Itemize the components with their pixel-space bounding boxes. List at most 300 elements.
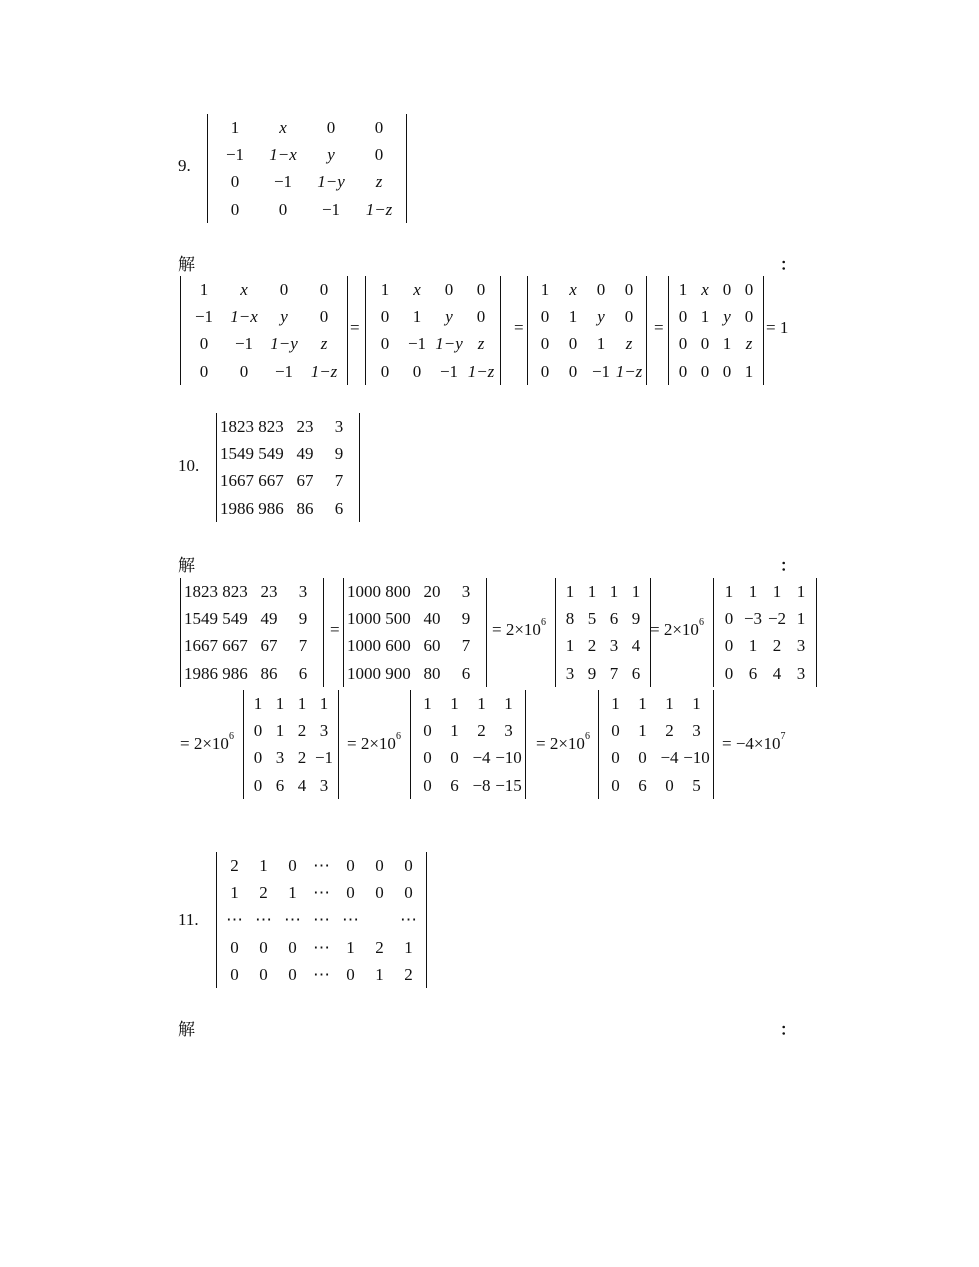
matrix-cell: 1 — [412, 307, 422, 327]
factor-2e6 — [492, 617, 546, 640]
matrix-grid — [598, 690, 714, 799]
matrix-cell: 1 — [796, 609, 806, 629]
matrix-cell: 1 — [744, 361, 754, 381]
matrix-cell: 549 — [222, 609, 248, 629]
result-text: = −4×10 — [722, 734, 781, 753]
matrix-cell: 1000 — [347, 609, 381, 629]
matrix-cell: 0 — [744, 307, 754, 327]
matrix-cell: 0 — [346, 883, 355, 903]
matrix-cell: 667 — [258, 471, 284, 491]
matrix-cell: 1 — [638, 694, 647, 713]
factor-text: = 2×10 — [492, 620, 541, 639]
matrix-cell: 0 — [253, 721, 263, 741]
matrix-cell: 1 — [319, 694, 329, 713]
matrix-cell: 1 — [772, 582, 782, 601]
matrix-cell: 0 — [230, 172, 240, 192]
factor-text: = 2×10 — [347, 734, 396, 753]
factor-text: = 2×10 — [650, 620, 699, 639]
matrix-cell: 1 — [692, 694, 701, 713]
matrix-cell: 1986 — [184, 663, 218, 683]
matrix-cell: 0 — [374, 145, 384, 165]
matrix-cell: z — [320, 334, 328, 354]
matrix-cell: 0 — [678, 334, 688, 354]
matrix-cell: 0 — [678, 307, 688, 327]
matrix-cell: z — [625, 334, 633, 354]
matrix-grid — [216, 413, 360, 522]
matrix-cell: 0 — [288, 856, 297, 875]
matrix-cell: 67 — [260, 636, 278, 656]
matrix-cell: 0 — [423, 748, 432, 768]
matrix-cell: 800 — [385, 582, 411, 601]
problem-9-solution-label: 解 — [178, 255, 195, 275]
matrix-cell: 1 — [724, 582, 734, 601]
matrix-cell: 900 — [385, 663, 411, 683]
factor-2e6 — [180, 731, 234, 754]
matrix-cell: 86 — [296, 498, 314, 518]
matrix-cell: 0 — [624, 307, 634, 327]
matrix-cell: 0 — [638, 748, 647, 768]
matrix-cell: −10 — [683, 748, 710, 768]
matrix-cell: 3 — [298, 582, 308, 601]
matrix-cell: 3 — [565, 663, 575, 683]
matrix-cell: 9 — [587, 663, 597, 683]
matrix-cell: 0 — [568, 334, 578, 354]
matrix-cell: 1 — [275, 721, 285, 741]
matrix-cell: 0 — [404, 883, 413, 903]
factor-2e6 — [347, 731, 401, 754]
matrix-cell: 1−z — [467, 361, 495, 381]
factor-2e6 — [650, 617, 704, 640]
matrix-cell: 0 — [624, 280, 634, 299]
matrix-cell: 1 — [230, 883, 239, 903]
matrix-cell: 0 — [259, 964, 268, 984]
matrix-cell: 0 — [346, 856, 355, 875]
matrix-cell: 86 — [260, 663, 278, 683]
matrix-cell: ⋯ — [284, 910, 301, 930]
matrix-cell: ⋯ — [313, 856, 330, 875]
matrix-cell: ⋯ — [400, 910, 417, 930]
matrix-cell: 0 — [678, 361, 688, 381]
matrix-cell: 0 — [326, 118, 336, 137]
equals-sign: = — [330, 620, 340, 639]
problem-10-solution-label: 解 — [178, 556, 195, 576]
matrix-cell: 0 — [476, 280, 486, 299]
matrix-cell: 6 — [609, 609, 619, 629]
p9-result: = 1 — [766, 318, 789, 337]
matrix-cell: 6 — [334, 498, 344, 518]
matrix-cell: 1 — [540, 280, 550, 299]
matrix-grid — [243, 690, 339, 799]
matrix-cell: 0 — [199, 334, 209, 354]
matrix-cell: 23 — [260, 582, 278, 601]
matrix-cell: 1 — [700, 307, 710, 327]
matrix-cell: 1000 — [347, 663, 381, 683]
problem-10-colon: ： — [780, 558, 797, 575]
matrix-cell: 8 — [565, 609, 575, 629]
matrix-cell: 3 — [796, 636, 806, 656]
matrix-cell: 40 — [423, 609, 441, 629]
matrix-cell: z — [375, 172, 383, 192]
matrix-cell: −1 — [194, 307, 214, 327]
matrix-cell: 2 — [587, 636, 597, 656]
matrix-cell: 1 — [638, 721, 647, 741]
problem-11-colon: ： — [780, 1022, 797, 1039]
matrix-cell: 0 — [665, 775, 674, 795]
matrix-cell: 0 — [380, 334, 390, 354]
matrix-cell: 1 — [504, 694, 513, 713]
matrix-cell: 1 — [230, 118, 240, 137]
matrix-cell: 0 — [375, 856, 384, 875]
matrix-cell: 0 — [404, 856, 413, 875]
matrix-cell: 0 — [724, 663, 734, 683]
p9-step-4 — [668, 276, 764, 385]
matrix-cell: 0 — [279, 280, 289, 299]
matrix-cell: −1 — [439, 361, 459, 381]
matrix-cell: 0 — [230, 937, 239, 957]
matrix-cell: 1 — [678, 280, 688, 299]
matrix-cell: 1 — [631, 582, 641, 601]
matrix-cell: 80 — [423, 663, 441, 683]
matrix-cell: 1823 — [184, 582, 218, 601]
p9-step-2 — [365, 276, 501, 385]
equals-sign: = — [350, 318, 360, 337]
matrix-cell: 1 — [596, 334, 606, 354]
factor-exponent: 6 — [540, 617, 546, 628]
matrix-cell: 1 — [587, 582, 597, 601]
matrix-cell: 0 — [540, 361, 550, 381]
matrix-cell: 2 — [665, 721, 674, 741]
matrix-cell: x — [413, 280, 421, 299]
matrix-cell: 1 — [380, 280, 390, 299]
matrix-cell: 0 — [199, 361, 209, 381]
matrix-cell: −2 — [767, 609, 787, 629]
matrix-cell: 0 — [568, 361, 578, 381]
factor-text: = 2×10 — [536, 734, 585, 753]
matrix-cell: 0 — [288, 937, 297, 957]
problem-11-number: 11. — [178, 910, 199, 929]
matrix-cell: 23 — [296, 417, 314, 436]
factor-text: = 2×10 — [180, 734, 229, 753]
matrix-cell: 1000 — [347, 582, 381, 601]
matrix-cell: 1 — [297, 694, 307, 713]
matrix-cell: ⋯ — [313, 910, 330, 930]
matrix-cell: 2 — [772, 636, 782, 656]
p10-line1-step-4 — [713, 578, 817, 687]
matrix-grid — [343, 578, 487, 687]
matrix-cell: 2 — [375, 937, 384, 957]
matrix-cell: 6 — [275, 775, 285, 795]
matrix-cell: 5 — [587, 609, 597, 629]
matrix-cell: −15 — [495, 775, 522, 795]
matrix-cell: −1 — [273, 172, 293, 192]
matrix-cell: 1−y — [435, 334, 463, 354]
factor-exponent: 6 — [228, 731, 234, 742]
p10-line1-step-1 — [180, 578, 324, 687]
matrix-grid — [180, 276, 348, 385]
matrix-cell: 4 — [631, 636, 641, 656]
matrix-cell: −3 — [743, 609, 763, 629]
matrix-cell: −4 — [472, 748, 491, 768]
equals-sign: = — [514, 318, 524, 337]
matrix-cell: 3 — [275, 748, 285, 768]
matrix-cell: 1 — [253, 694, 263, 713]
matrix-cell: 0 — [380, 307, 390, 327]
matrix-cell: 0 — [744, 280, 754, 299]
matrix-cell: 1−z — [310, 361, 338, 381]
matrix-cell: −10 — [495, 748, 522, 768]
matrix-cell: 0 — [611, 748, 620, 768]
matrix-cell: 986 — [258, 498, 284, 518]
matrix-cell: y — [597, 307, 605, 327]
matrix-cell: 0 — [722, 361, 732, 381]
matrix-cell: y — [327, 145, 335, 165]
matrix-cell: ⋯ — [313, 964, 330, 984]
matrix-cell: 0 — [596, 280, 606, 299]
matrix-cell: 0 — [540, 334, 550, 354]
matrix-cell: 49 — [260, 609, 278, 629]
matrix-cell: −1 — [225, 145, 245, 165]
matrix-cell: z — [745, 334, 753, 354]
matrix-cell: 0 — [375, 883, 384, 903]
matrix-cell: 1 — [375, 964, 384, 984]
matrix-cell: 6 — [450, 775, 459, 795]
matrix-cell: 0 — [253, 748, 263, 768]
matrix-cell: 9 — [298, 609, 308, 629]
problem-9-determinant — [207, 114, 407, 223]
matrix-cell: 0 — [444, 280, 454, 299]
p10-result — [722, 731, 786, 754]
matrix-grid — [216, 852, 427, 988]
matrix-cell: 0 — [230, 964, 239, 984]
matrix-grid — [207, 114, 407, 223]
factor-2e6 — [536, 731, 590, 754]
matrix-grid — [527, 276, 647, 385]
matrix-cell: 986 — [222, 663, 248, 683]
result-exponent: 7 — [780, 731, 786, 742]
equals-sign: = — [654, 318, 664, 337]
matrix-cell: 1−y — [317, 172, 345, 192]
matrix-cell: 0 — [611, 721, 620, 741]
factor-exponent: 6 — [395, 731, 401, 742]
matrix-cell: 0 — [239, 361, 249, 381]
matrix-cell: 67 — [296, 471, 314, 491]
matrix-cell: 667 — [222, 636, 248, 656]
matrix-cell: x — [701, 280, 709, 299]
matrix-cell: 7 — [461, 636, 471, 656]
matrix-cell: 1 — [346, 937, 355, 957]
matrix-cell: 0 — [722, 280, 732, 299]
matrix-cell: −8 — [472, 775, 491, 795]
matrix-cell: 1 — [477, 694, 486, 713]
matrix-grid — [180, 578, 324, 687]
matrix-cell: x — [569, 280, 577, 299]
matrix-cell: 1667 — [220, 471, 254, 491]
matrix-cell: 0 — [700, 334, 710, 354]
matrix-cell: 1000 — [347, 636, 381, 656]
matrix-cell: 1 — [611, 694, 620, 713]
p9-step-3 — [527, 276, 647, 385]
matrix-cell: 60 — [423, 636, 441, 656]
matrix-cell: y — [723, 307, 731, 327]
p10-line2-step-3 — [598, 690, 714, 799]
matrix-cell: 2 — [230, 856, 239, 875]
matrix-cell: 1 — [665, 694, 674, 713]
matrix-cell: 500 — [385, 609, 411, 629]
matrix-cell: 1 — [423, 694, 432, 713]
matrix-cell: 1 — [259, 856, 268, 875]
matrix-cell: 6 — [298, 663, 308, 683]
matrix-cell: 3 — [692, 721, 701, 741]
matrix-cell: ⋯ — [313, 883, 330, 903]
matrix-cell: 0 — [423, 775, 432, 795]
matrix-cell: 0 — [259, 937, 268, 957]
matrix-cell: −1 — [234, 334, 254, 354]
problem-9-colon: ： — [780, 257, 797, 274]
matrix-cell: 1 — [565, 582, 575, 601]
p10-line1-step-2 — [343, 578, 487, 687]
matrix-cell: 0 — [278, 199, 288, 219]
matrix-grid — [410, 690, 526, 799]
matrix-cell: 6 — [631, 663, 641, 683]
matrix-cell: ⋯ — [255, 910, 272, 930]
matrix-cell: 600 — [385, 636, 411, 656]
matrix-cell: 6 — [638, 775, 647, 795]
matrix-cell: 823 — [222, 582, 248, 601]
matrix-cell: 0 — [540, 307, 550, 327]
factor-exponent: 6 — [698, 617, 704, 628]
matrix-cell: 1 — [722, 334, 732, 354]
matrix-cell: −1 — [274, 361, 294, 381]
matrix-cell: 3 — [609, 636, 619, 656]
matrix-cell: 1549 — [184, 609, 218, 629]
matrix-cell: 4 — [297, 775, 307, 795]
matrix-cell: 1−z — [615, 361, 643, 381]
matrix-cell: 5 — [692, 775, 701, 795]
matrix-cell: 0 — [253, 775, 263, 795]
matrix-cell: 6 — [748, 663, 758, 683]
matrix-cell: 1 — [748, 636, 758, 656]
p10-line1-step-3 — [555, 578, 651, 687]
matrix-cell: 1823 — [220, 417, 254, 436]
matrix-cell: 9 — [631, 609, 641, 629]
matrix-cell: 4 — [772, 663, 782, 683]
matrix-cell: 0 — [346, 964, 355, 984]
matrix-cell: 0 — [230, 199, 240, 219]
matrix-cell: 20 — [423, 582, 441, 601]
matrix-cell: 1 — [404, 937, 413, 957]
matrix-cell: 49 — [296, 444, 314, 464]
matrix-cell: −4 — [660, 748, 679, 768]
matrix-grid — [555, 578, 651, 687]
matrix-cell: 0 — [724, 609, 734, 629]
matrix-grid — [668, 276, 764, 385]
matrix-cell: 1 — [796, 582, 806, 601]
matrix-cell: 823 — [258, 417, 284, 436]
matrix-cell: 3 — [319, 721, 329, 741]
factor-exponent: 6 — [584, 731, 590, 742]
matrix-cell: 1549 — [220, 444, 254, 464]
matrix-cell: 549 — [258, 444, 284, 464]
matrix-cell: ⋯ — [313, 937, 330, 957]
matrix-cell: 1−x — [269, 145, 297, 165]
matrix-cell: 9 — [334, 444, 344, 464]
matrix-grid — [365, 276, 501, 385]
matrix-cell: 0 — [412, 361, 422, 381]
matrix-cell: 1 — [275, 694, 285, 713]
matrix-cell: 7 — [334, 471, 344, 491]
matrix-cell: 0 — [724, 636, 734, 656]
matrix-cell: 1 — [450, 694, 459, 713]
matrix-cell: 0 — [700, 361, 710, 381]
matrix-cell: 0 — [380, 361, 390, 381]
matrix-cell: −1 — [407, 334, 427, 354]
matrix-cell: 1 — [199, 280, 209, 299]
matrix-cell: 9 — [461, 609, 471, 629]
matrix-cell: −1 — [591, 361, 611, 381]
matrix-cell: 7 — [298, 636, 308, 656]
problem-11-solution-label: 解 — [178, 1020, 195, 1040]
matrix-cell: 2 — [477, 721, 486, 741]
matrix-cell — [365, 906, 394, 933]
problem-9-number: 9. — [178, 156, 191, 175]
matrix-cell: 2 — [404, 964, 413, 984]
matrix-cell: 2 — [297, 748, 307, 768]
matrix-cell: x — [279, 118, 287, 137]
matrix-cell: 1−x — [230, 307, 258, 327]
matrix-cell: 1−z — [365, 199, 393, 219]
matrix-cell: 0 — [319, 307, 329, 327]
matrix-cell: y — [280, 307, 288, 327]
problem-10-determinant — [216, 413, 360, 522]
matrix-cell: 3 — [319, 775, 329, 795]
problem-10-number: 10. — [178, 456, 200, 475]
matrix-cell: 3 — [334, 417, 344, 436]
matrix-cell: 0 — [374, 118, 384, 137]
matrix-cell: 7 — [609, 663, 619, 683]
matrix-cell: 3 — [796, 663, 806, 683]
p10-line2-step-1 — [243, 690, 339, 799]
matrix-cell: ⋯ — [226, 910, 243, 930]
matrix-cell: 3 — [504, 721, 513, 741]
matrix-cell: x — [240, 280, 248, 299]
matrix-cell: 1−y — [270, 334, 298, 354]
matrix-cell: 1 — [568, 307, 578, 327]
p10-line2-step-2 — [410, 690, 526, 799]
matrix-cell: 0 — [450, 748, 459, 768]
problem-11-determinant — [216, 852, 427, 988]
matrix-cell: −1 — [314, 748, 334, 768]
matrix-cell: 0 — [288, 964, 297, 984]
matrix-cell: y — [445, 307, 453, 327]
matrix-cell: 1986 — [220, 498, 254, 518]
matrix-cell: z — [477, 334, 485, 354]
matrix-cell: 1 — [565, 636, 575, 656]
matrix-cell: 0 — [423, 721, 432, 741]
matrix-cell: ⋯ — [342, 910, 359, 930]
matrix-cell: 1667 — [184, 636, 218, 656]
matrix-cell: 0 — [319, 280, 329, 299]
matrix-grid — [713, 578, 817, 687]
matrix-cell: 0 — [611, 775, 620, 795]
matrix-cell: 2 — [259, 883, 268, 903]
matrix-cell: 0 — [476, 307, 486, 327]
matrix-cell: 6 — [461, 663, 471, 683]
matrix-cell: 3 — [461, 582, 471, 601]
matrix-cell: 1 — [748, 582, 758, 601]
matrix-cell: 1 — [450, 721, 459, 741]
matrix-cell: 1 — [609, 582, 619, 601]
matrix-cell: 2 — [297, 721, 307, 741]
